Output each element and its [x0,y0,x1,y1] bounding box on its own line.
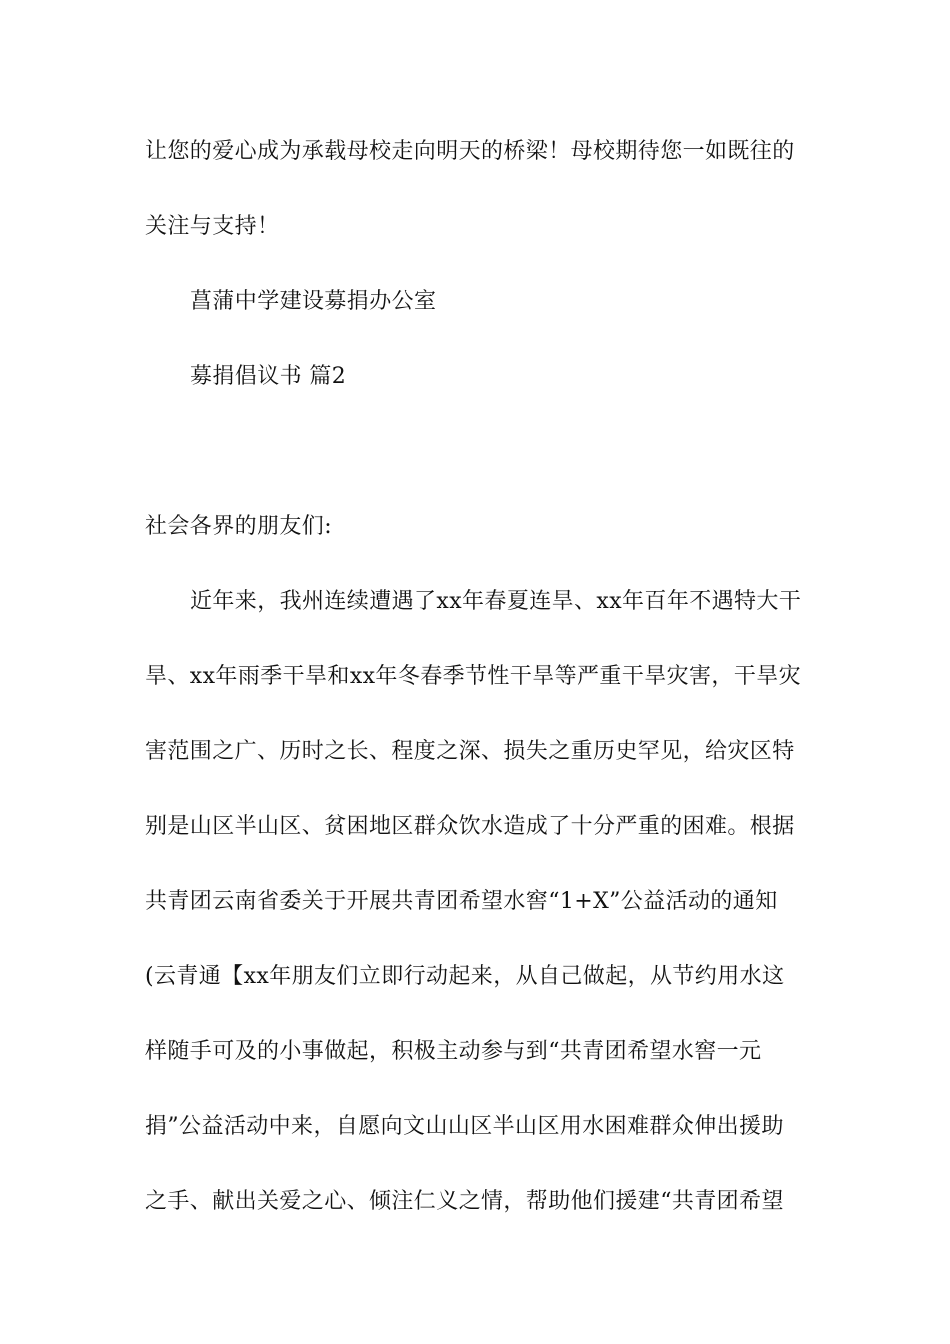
body-text-line: 捐”公益活动中来，自愿向文山山区半山区用水困难群众伸出援助 [145,1114,784,1139]
body-text-line: 旱、xx年雨季干旱和xx年冬春季节性干旱等严重干旱灾害，干旱灾 [145,664,802,689]
body-text-line: 共青团云南省委关于开展共青团希望水窖“1+X”公益活动的通知 [145,889,778,914]
body-text-line: 让您的爱心成为承载母校走向明天的桥梁！母校期待您一如既往的 [145,139,795,164]
salutation: 社会各界的朋友们: [145,514,333,539]
body-text-line: 样随手可及的小事做起，积极主动参与到“共青团希望水窖一元 [145,1039,762,1064]
section-heading: 募捐倡议书 篇2 [190,364,347,389]
body-text-line: 近年来，我州连续遭遇了xx年春夏连旱、xx年百年不遇特大干 [190,589,802,614]
body-text-line: 关注与支持！ [145,214,280,239]
body-text-line: 害范围之广、历时之长、程度之深、损失之重历史罕见，给灾区特 [145,739,795,764]
body-text-line: 别是山区半山区、贫困地区群众饮水造成了十分严重的困难。根据 [145,814,795,839]
signature-line: 菖蒲中学建设募捐办公室 [190,289,437,314]
body-text-line: (云青通【xx年朋友们立即行动起来，从自己做起，从节约用水这 [145,964,785,989]
body-text-line: 之手、献出关爱之心、倾注仁义之情，帮助他们援建“共青团希望 [145,1189,784,1214]
